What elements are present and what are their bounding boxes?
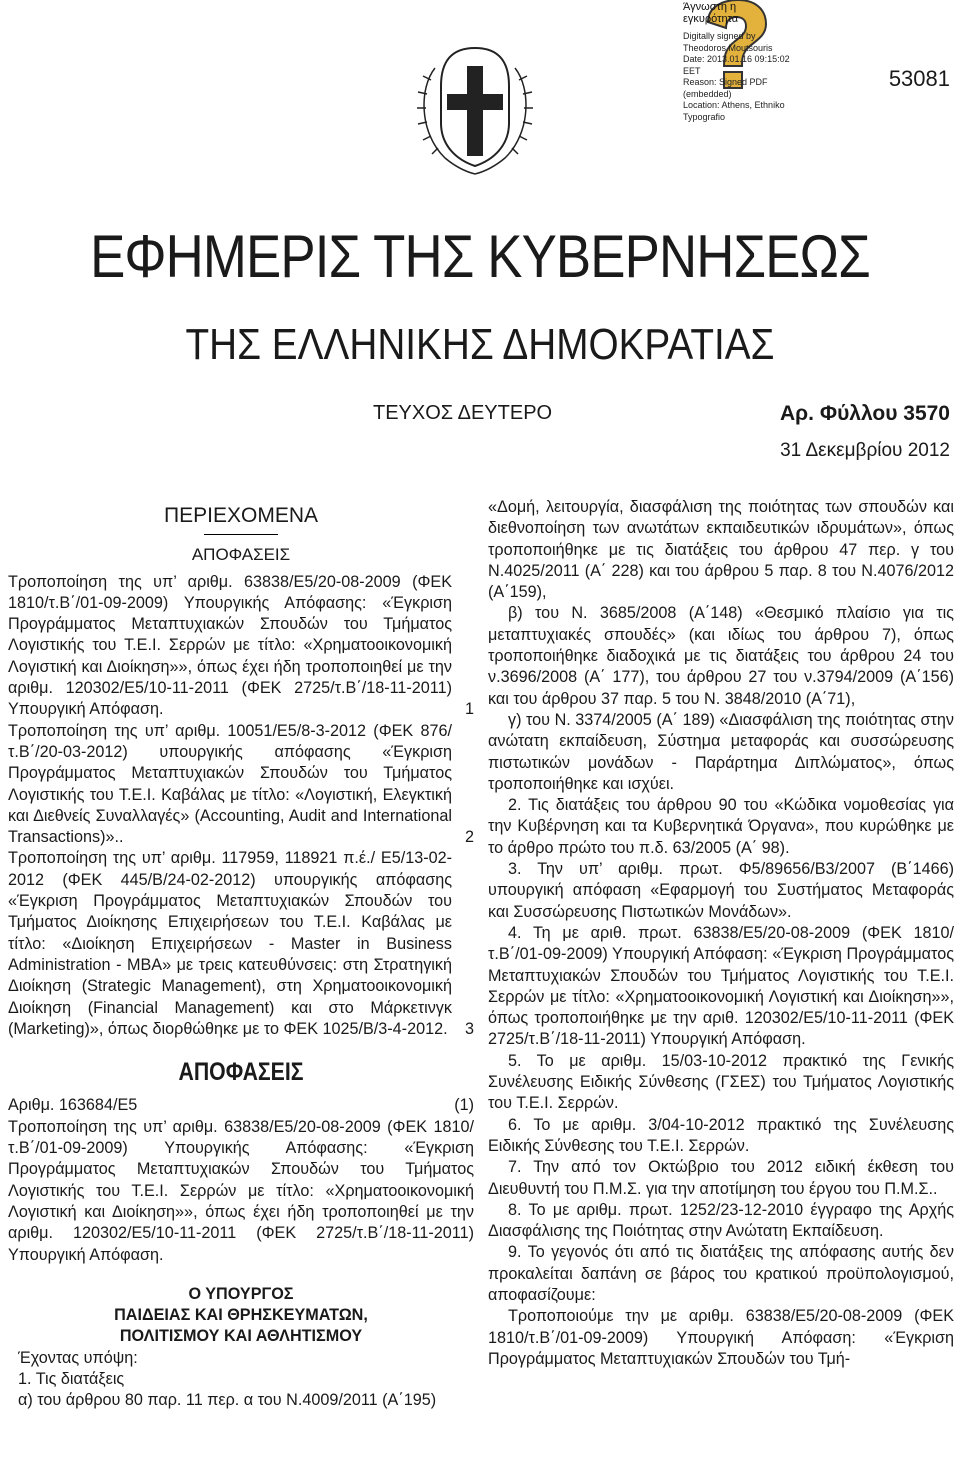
considering-item: α) του άρθρου 80 παρ. 11 περ. α του Ν.4009/2011 (Α΄195) — [18, 1391, 437, 1410]
contents-section: ΑΠΟΦΑΣΕΙΣ — [191, 545, 291, 565]
signature-line: Typografio — [683, 111, 726, 122]
page-number: 53081 — [888, 66, 950, 91]
toc-item — [8, 572, 474, 721]
toc-item-page: 2 — [464, 828, 474, 847]
considering-item: 1. Τις διατάξεις — [18, 1369, 125, 1388]
decisions-heading: ΑΠΟΦΑΣΕΙΣ — [178, 1058, 304, 1087]
minister-ministry: ΠΟΛΙΤΙΣΜΟΥ ΚΑΙ ΑΘΛΗΤΙΣΜΟΥ — [119, 1327, 363, 1346]
signature-line: Location: Athens, Ethniko — [683, 100, 785, 110]
signature-line: Theodoros Moutsouris — [683, 42, 773, 53]
toc-item-page: 3 — [464, 1019, 474, 1038]
issue-label: ΤΕΥΧΟΣ ΔΕΥΤΕΡΟ — [373, 402, 553, 424]
gazette-subtitle: ΤΗΣ ΕΛΛΗΝΙΚΗΣ ΔΗΜΟΚΡΑΤΙΑΣ — [185, 320, 775, 369]
signature-heading: Άγνωστη η — [683, 1, 737, 13]
paragraph: 7. Την από τον Οκτώβριο του 2012 ειδική έκθεση του Διευθυντή του Π.Μ.Σ. για την αποτίμηση του έργου του Π.Μ.Σ.. — [488, 1158, 954, 1198]
signature-heading: εγκυρότητα — [683, 12, 739, 25]
signature-line: EET — [683, 65, 701, 76]
toc-item-page: 1 — [464, 700, 474, 719]
toc-item — [8, 848, 474, 1040]
paragraph: 4. Τη με αριθ. πρωτ. 63838/Ε5/20-08-2009 (ΦΕΚ 1810/τ.Β΄/01-09-2009) Υπουργική Απόφαση: «Έγκριση Προγράμματος Μεταπτυχιακών Σπουδών του Τμήματος Λογιστικής του Τ.Ε.Ι. Σερρών με τίτλο: «Χρηματοοικονομική Λογιστική και Διοίκηση»», όπως τροποποιήθηκε με την αριθ. 120302/Ε5/10-11-2011 (ΦΕΚ 2725/τ.Β΄/18-11-2011) Υπουργική Απόφαση. — [488, 923, 954, 1049]
paragraph: β) του Ν. 3685/2008 (Α΄148) «Θεσμικό πλαίσιο για τις μεταπτυχιακές σπουδές» (και ιδίως του άρθρου 7), όπως τροποποιήθηκε διαδοχικά με τις διατάξεις του άρθρου 24 του ν.3696/2008 (Α΄ 177), του άρθρου 27 του ν.3794/2009 (Α΄156) και του άρθρου 37 παρ. 5 του Ν. 3848/2010 (Α΄71), — [488, 604, 954, 708]
considering-label: Έχοντας υπόψη: — [18, 1348, 138, 1367]
paragraph: γ) του Ν. 3374/2005 (Α΄ 189) «Διασφάλιση της ποιότητας στην ανώτατη εκπαίδευση, Σύστημα μεταφοράς και συσσώρευσης πιστωτικών μονάδων - Παράρτημα Διπλώματος», όπως τροποποιήθηκε και ισχύει. — [488, 710, 954, 793]
paragraph: 5. Το με αριθμ. 15/03-10-2012 πρακτικό της Γενικής Συνέλευσης Ειδικής Σύνθεσης (ΓΣΕΣ) του Τμήματος Λογιστικής του Τ.Ε.Ι. Σερρών. — [488, 1051, 954, 1113]
paragraph: Τροποποιούμε την με αριθμ. 63838/Ε5/20-08-2009 (ΦΕΚ 1810/τ.Β΄/01-09-2009) Υπουργική Απόφαση: «Έγκριση Προγράμματος Μεταπτυχιακών Σπουδών του Τμή- — [488, 1307, 954, 1368]
paragraph: 2. Τις διατάξεις του άρθρου 90 του «Κώδικα νομοθεσίας για την Κυβέρνηση και τα Κυβερνητικά Όργανα», που κυρώθηκε με το άρθρο πρώτο του π.δ. 63/2005 (Α΄ 98). — [488, 796, 954, 857]
toc-item — [8, 721, 474, 849]
decision-number-row — [8, 1095, 474, 1116]
minister-title: Ο ΥΠΟΥΡΓΟΣ — [188, 1284, 294, 1303]
signature-line: Digitally signed by — [683, 31, 756, 41]
paragraph: 8. Το με αριθμ. πρωτ. 1252/23-12-2010 έγγραφο της Αρχής Διασφάλισης της Ποιότητας στην Ανώτατη Εκπαίδευση. — [488, 1200, 954, 1241]
issue-date: 31 Δεκεμβρίου 2012 — [780, 440, 950, 461]
signature-line: Reason: Signed PDF — [683, 77, 768, 87]
minister-ministry: ΠΑΙΔΕΙΑΣ ΚΑΙ ΘΡΗΣΚΕΥΜΑΤΩΝ, — [114, 1306, 368, 1325]
left-column — [8, 505, 474, 1412]
toc-item-text: Τροποποίηση της υπ’ αριθμ. 10051/Ε5/8-3-2012 (ΦΕΚ 876/τ.Β΄/20-03-2012) υπουργικής απόφασης «Έγκριση Προγράμματος Μεταπτυχιακών Σπουδών του Τμήματος Λογιστικής του Τ.Ε.Ι. Καβάλας με τίτλο: «Λογιστική, Ελεγκτική και Διεθνείς Συναλλαγές» (Accounting, Audit and International Transactions)».. — [8, 721, 452, 847]
decision-summary: Τροποποίηση της υπ’ αριθμ. 63838/Ε5/20-08-2009 (ΦΕΚ 1810/τ.Β΄/01-09-2009) Υπουργικής Απόφασης: «Έγκριση Προγράμματος Μεταπτυχιακών Σπουδών του Τμήματος Λογιστικής του Τ.Ε.Ι. Σερρών με τίτλο: «Χρηματοοικονομική Λογιστική και Διοίκηση»», όπως έχει ήδη τροποποιηθεί με την αριθμ. 120302/Ε5/10-11-2011 (ΦΕΚ 2725/τ.Β΄/18-11-2011) Υπουργική Απόφαση. — [8, 1117, 474, 1264]
paragraph: 6. Το με αριθμ. 3/04-10-2012 πρακτικό της Συνέλευσης Ειδικής Σύνθεσης του Τ.Ε.Ι. Σερρών. — [488, 1115, 954, 1155]
decision-index: (1) — [454, 1096, 474, 1115]
signature-line: (embedded) — [683, 88, 732, 99]
digital-signature-block — [683, 2, 793, 123]
heading-rule — [204, 534, 278, 535]
decision-number: Αριθμ. 163684/Ε5 — [8, 1096, 138, 1115]
right-column — [488, 497, 954, 1370]
paragraph: 3. Την υπ’ αριθμ. πρωτ. Φ5/89656/Β3/2007 (Β΄1466) υπουργική απόφαση «Εφαρμογή του Συστήματος Μεταφοράς και Συσσώρευσης Πιστωτικών Μονάδων». — [488, 860, 954, 921]
signature-line: Date: 2013.01.16 09:15:02 — [683, 54, 790, 64]
sheet-number: Αρ. Φύλλου 3570 — [780, 402, 950, 425]
greek-emblem-icon — [405, 28, 545, 178]
paragraph: 9. Το γεγονός ότι από τις διατάξεις της απόφασης αυτής δεν προκαλείται δαπάνη σε βάρος του κρατικού προϋπολογισμού, αποφασίζουμε: — [488, 1243, 954, 1304]
gazette-title: ΕΦΗΜΕΡΙΣ ΤΗΣ ΚΥΒΕΡΝΗΣΕΩΣ — [90, 223, 870, 290]
toc-item-text: Τροποποίηση της υπ’ αριθμ. 63838/Ε5/20-08-2009 (ΦΕΚ 1810/τ.Β΄/01-09-2009) Υπουργικής Απόφασης: «Έγκριση Προγράμματος Μεταπτυχιακών Σπουδών του Τμήματος Λογιστικής του Τ.Ε.Ι. Σερρών με τίτλο: «Χρηματοοικονομική Λογιστική και Διοίκηση»», όπως έχει ήδη τροποποιηθεί με την αριθμ. 120302/Ε5/10-11-2011 (ΦΕΚ 2725/τ.Β΄/18-11-2011) Υπουργική Απόφαση. — [8, 572, 452, 719]
contents-heading: ΠΕΡΙΕΧΟΜΕΝΑ — [163, 504, 319, 527]
paragraph: «Δομή, λειτουργία, διασφάλιση της ποιότητας των σπουδών και διεθνοποίηση των ανωτάτων εκπαιδευτικών ιδρυμάτων», όπως τροποποιήθηκε με τις διατάξεις του άρθρου 47 περ. γ του Ν.4025/2011 (Α΄ 228) και του άρθρου 5 παρ. 8 του Ν.4076/2012 (Α΄159), — [488, 498, 954, 602]
toc-item-text: Τροποποίηση της υπ’ αριθμ. 117959, 118921 π.έ./ Ε5/13-02-2012 (ΦΕΚ 445/Β/24-02-2012) υπουργικής απόφασης «Έγκριση Προγράμματος Μεταπτυχιακών Σπουδών του Τμήματος Διοίκησης Επιχειρήσεων του Τ.Ε.Ι. Καβάλας με τίτλο: «Διοίκηση Επιχειρήσεων - Master in Business Administration - MBA» με τρεις κατευθύνσεις: στη Στρατηγική Διοίκηση (Strategic Management), στη Χρηματοοικονομική Διοίκηση (Financial Management) και στο Μάρκετινγκ (Marketing)», όπως διορθώθηκε με το ΦΕΚ 1025/Β/3-4-2012. — [8, 849, 452, 1038]
